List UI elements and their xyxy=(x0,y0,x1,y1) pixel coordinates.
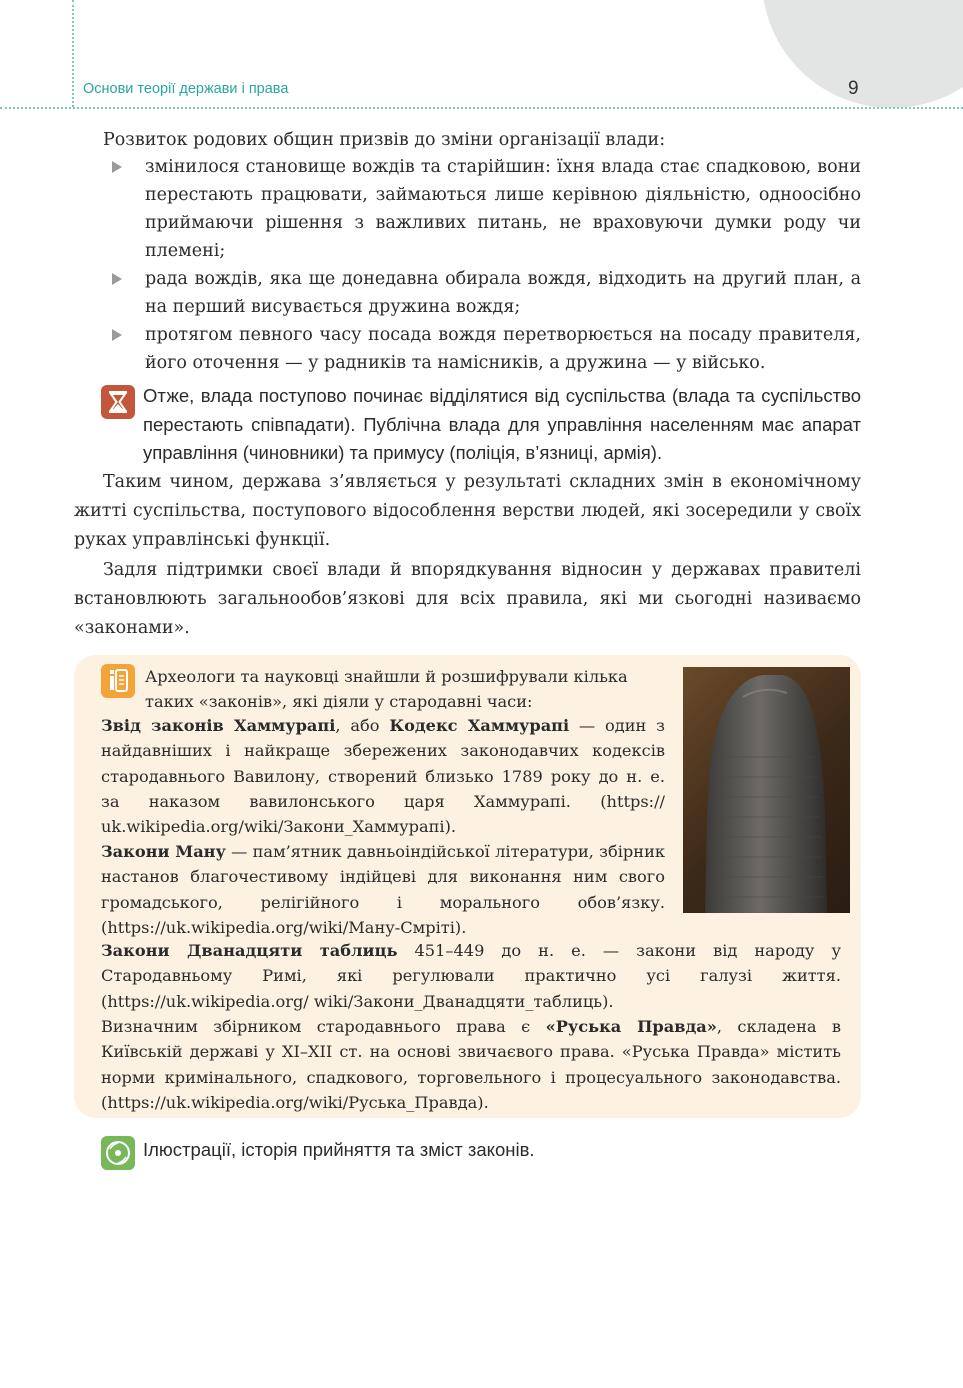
manu-entry xyxy=(101,839,665,940)
ruska-pravda-title: «Руська Правда» xyxy=(545,1017,717,1036)
bullet-marker xyxy=(112,161,122,173)
header-rule xyxy=(0,107,963,109)
bullet-item-1: змінилося становище вождів та старійшин: їхня влада стає спадковою, вони перестають працювати, займаються лише керівною діяльністю, одноосібно приймаючи рішення з важливих питань, не враховуючи думки роду чи племені; xyxy=(145,157,861,261)
intro-text: Розвиток родових общин призвів до зміни організації влади: xyxy=(103,130,666,150)
manu-title: Закони Ману xyxy=(101,842,226,861)
hammurabi-entry xyxy=(101,713,665,839)
conclusion-text: Отже, влада поступово починає відділятися від суспільства (влада та суспільство перестають співпадати). Публічна влада для управління населенням має апарат управління (чиновники) та примусу (поліція, в’язниці, армія). xyxy=(143,385,861,463)
ruska-pravda-entry xyxy=(101,1014,841,1115)
infobox-intro: Археологи та науковці знайшли й розшифрували кілька таких «законів», які діяли у стародавні часи: xyxy=(145,667,628,712)
ruska-pravda-text: , складена в Київській державі у XI–XII ст. на основі звичаєвого права. «Руська Правда» містить норми кримінального, спадкового, торговельного і процесуального законодавства. (https://uk.wikipedia.org/wiki/Руська_Правда). xyxy=(101,1017,841,1112)
corner-decoration xyxy=(762,0,963,108)
hammurabi-text: — один з найдавніших і найкраще збережених законодавчих кодексів стародавнього Вавилону, створений близько 1789 року до н. е. за наказом вавилонського царя Хаммурапі. (https:// uk.wikipedia.org/wiki/Закони_Хаммурапі). xyxy=(101,716,665,837)
hammurabi-title-2: Кодекс Хаммурапі xyxy=(389,716,570,735)
twelve-tables-entry xyxy=(101,938,841,1014)
margin-rule xyxy=(72,0,74,107)
running-title: Основи теорії держави і права xyxy=(83,81,289,97)
hammurabi-stele-photo xyxy=(683,667,850,913)
twelve-tables-title: Закони Дванадцяти таблиць xyxy=(101,941,398,960)
page-number: 9 xyxy=(848,78,859,99)
paragraph-2: Задля підтримки своєї влади й впорядкування відносин у державах правителі встановлюють загальнообов’язкові для всіх правила, які ми сьогодні називаємо «законами». xyxy=(74,560,861,638)
bullet-item-2: рада вождів, яка ще донедавна обирала вождя, відходить на другий план, а на перший висувається дружина вождя; xyxy=(145,269,861,317)
cd-icon xyxy=(101,1136,135,1170)
paragraph-1: Таким чином, держава з’являється у результаті складних змін в економічному житті суспільства, поступового відособлення верстви людей, які зосередили у своїх руках управлінські функції. xyxy=(74,472,861,550)
manu-text: — пам’ятник давньоіндійської літератури, збірник настанов благочестивому індійцеві для виконання ним свого громадського, релігійного і морального обов’язку. (https://uk.wikipedia.org/wiki/Ману-Смріті). xyxy=(101,842,665,937)
hammurabi-or: , або xyxy=(335,716,390,735)
footer-note: Ілюстрації, історія прийняття та зміст законів. xyxy=(143,1139,535,1160)
bullet-marker xyxy=(112,329,122,341)
bullet-marker xyxy=(112,273,122,285)
hammurabi-title-1: Звід законів Хаммурапі xyxy=(101,716,336,735)
twelve-tables-text: 451–449 до н. е. — закони від народу у Стародавньому Римі, які регулювали практично усі галузі життя. (https://uk.wikipedia.org/ wiki/Закони_Дванадцяти_таблиць). xyxy=(101,941,841,1011)
ruska-pravda-pre: Визначним збірником стародавнього права є xyxy=(101,1017,546,1036)
scroll-icon xyxy=(101,664,135,698)
hourglass-icon xyxy=(101,385,135,419)
bullet-item-3: протягом певного часу посада вождя перетворюється на посаду правителя, його оточення — у радників та намісників, а дружина — у військо. xyxy=(145,325,861,373)
